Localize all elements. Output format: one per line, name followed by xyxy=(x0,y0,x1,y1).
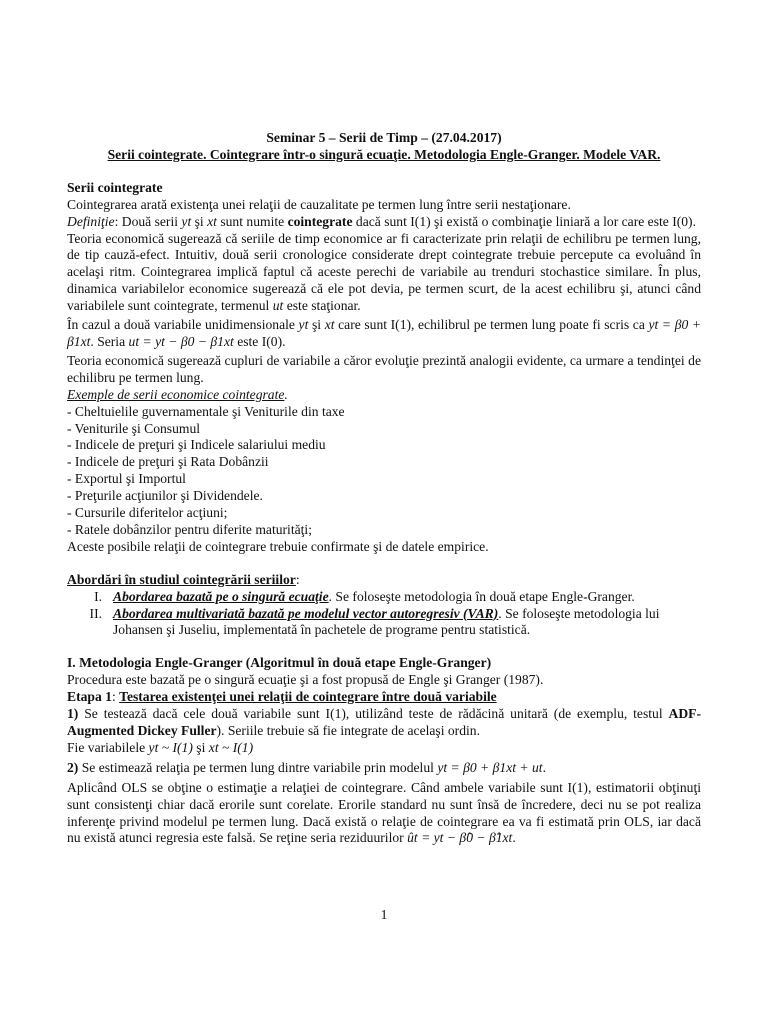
and-word: şi xyxy=(194,213,204,229)
pairs-paragraph: Teoria economică sugerează cupluri de variabile a căror evoluţie prezintă analogii evidente, ca urmare a tendinţei de echilibru pe termen lung. xyxy=(67,352,701,385)
examples-heading-text: Exemple de serii economice cointegrate xyxy=(67,386,285,402)
approach-title: Abordarea multivariată bazată pe modelul vector autoregresiv (VAR) xyxy=(113,605,499,621)
fie-label: Fie variabilele xyxy=(67,739,146,755)
long-term-model-equation: yt = β0 + β1xt + ut xyxy=(437,759,543,775)
etapa-label: Etapa 1 xyxy=(67,689,112,705)
definition-text-3: dacă sunt I(1) şi există o combinaţie liniară a lor care este I(0). xyxy=(355,213,696,229)
list-item: - Indicele de preţuri şi Indicele salariului mediu xyxy=(67,437,326,453)
step-1-end: ). Seriile trebuie să fie integrate de acelaşi ordin. xyxy=(216,723,480,738)
math-x-t: xt xyxy=(207,213,217,229)
step-2-number: 2) xyxy=(67,759,79,775)
unidim-text-1: În cazul a două variabile unidimensionale xyxy=(67,317,295,333)
cointegrate-intro: Cointegrarea arată existenţa unei relaţii de cauzalitate pe termen lung între serii nestaţionare. xyxy=(67,196,571,212)
equilibrium-equation: yt = β0 + β1xt xyxy=(67,317,702,349)
list-item: - Preţurile acţiunilor şi Dividendele. xyxy=(67,488,263,504)
approach-number: I. xyxy=(94,588,102,604)
theory-end: este staţionar. xyxy=(286,298,361,314)
approach-text: . Se foloseşte metodologia lui Johansen şi Juseliu, implementată în pachetele de programe pentru statistică. xyxy=(113,605,660,638)
definition-text-1: : Două serii xyxy=(114,213,179,229)
approach-text: . Se foloseşte metodologia în două etape Engle-Granger. xyxy=(328,588,635,604)
approaches-heading: Abordări în studiul cointegrării seriilor xyxy=(67,571,296,587)
step-2-text: Se estimează relaţia pe termen lung dintre variabile prin modelul xyxy=(81,759,434,775)
unidim-text-2: care sunt I(1), echilibrul pe termen lung poate fi scris ca xyxy=(338,317,645,333)
math-y-t-2: yt xyxy=(298,317,309,333)
examples-heading: Exemple de serii economice cointegrate. xyxy=(67,386,288,402)
list-item: - Cursurile diferitelor acţiuni; xyxy=(67,505,228,521)
cointegrate-keyword: cointegrate xyxy=(287,213,353,229)
math-x-t-2: xt xyxy=(324,317,335,333)
approach-item-1 xyxy=(67,589,701,606)
theory-text: Teoria economică sugerează că seriile de timp economice ar fi caracterizate prin relaţii de echilibru pe termen lung, de tip cauză-efect. Intuitiv, două serii cronologice considerate drept cointegrate trebuie percepute ca evoluând în acelaşi ritm. Cointegrarea implică faptul că aceste perechi de variabile au trenduri stochastice similare. În plus, dinamica variabilelor economice sugerează că ele pot devia, pe termen scurt, de la acest echilibru şi, atunci când variabilele sunt cointegrate, termenul xyxy=(67,230,701,314)
step-1-paragraph xyxy=(67,706,701,740)
and-word-3: şi xyxy=(196,739,206,755)
page-title: Seminar 5 – Serii de Timp – (27.04.2017) xyxy=(266,130,502,145)
step-1-text: Se testează dacă cele două variabile sunt I(1), utilizând teste de rădăcină unitară (de exemplu, testul xyxy=(84,706,663,722)
step-2-paragraph: 2) Se estimează relaţia pe termen lung dintre variabile prin modelul yt = β0 + β1xt + ut. xyxy=(67,759,546,775)
page-subtitle: Serii cointegrate. Cointegrare într-o singură ecuaţie. Metodologia Engle-Granger. Modele VAR. xyxy=(107,146,661,162)
list-item: - Exportul şi Importul xyxy=(67,471,186,487)
approach-number: II. xyxy=(89,605,102,621)
ols-text: Aplicând OLS se obţine o estimaţie a relaţiei de cointegrare. Când ambele variabile sunt I(1), estimatorii obţinuţi sunt consistenţi chiar dacă erorile sunt corelate. Erorile standard nu sunt însă de încredere, deci nu se pot realiza inferenţe privind modelul pe termen lung. Dacă există o relaţie de cointegrare ea va fi estimată prin OLS, iar dacă nu există atunci regresia este falsă. Se reţine seria reziduurilor xyxy=(67,779,701,846)
approach-body xyxy=(113,589,701,606)
definition-label: Definiţie xyxy=(67,213,115,229)
math-y-t: yt xyxy=(181,213,192,229)
etapa-1-heading: Etapa 1: Testarea existenţei unei relaţii de cointegrare între două variabile xyxy=(67,689,497,705)
approaches-heading-line: Abordări în studiul cointegrării seriilor: xyxy=(67,571,300,587)
unidim-text-3: . Seria xyxy=(90,333,126,349)
list-item: - Cheltuielile guvernamentale şi Veniturile din taxe xyxy=(67,403,345,419)
ols-paragraph: Aplicând OLS se obţine o estimaţie a relaţiei de cointegrare. Când ambele variabile sunt I(1), estimatorii obţinuţi sunt consistenţi chiar dacă erorile sunt corelate. Erorile standard nu sunt însă de încredere, deci nu se pot realiza inferenţe privind modelul pe termen lung. Dacă există o relaţie de cointegrare ea va fi estimată prin OLS, iar dacă nu există atunci regresia este falsă. Se reţine seria reziduurilor ût = yt − β̂0 − β̂1xt. xyxy=(67,779,701,846)
residual-series-equation: ut = yt − β0 − β1xt xyxy=(128,333,234,349)
page-number: 1 xyxy=(380,907,388,922)
engle-granger-intro: Procedura este bazată pe o singură ecuaţie şi a fost propusă de Engle şi Granger (1987). xyxy=(67,672,544,688)
and-word-2: şi xyxy=(311,317,322,333)
approach-body xyxy=(113,606,701,640)
y-integration-equation: yt ~ I(1) xyxy=(148,739,193,755)
adf-label: ADF- Augmented Dickey Fuller xyxy=(67,706,701,738)
definition-text-2: sunt numite xyxy=(220,213,285,229)
page-content xyxy=(67,130,701,847)
cointegrate-heading: Serii cointegrate xyxy=(67,179,163,195)
variables-line xyxy=(67,740,701,757)
math-u-t: ut xyxy=(272,298,284,314)
approach-title: Abordarea bazată pe o singură ecuaţie xyxy=(113,588,329,604)
list-item: - Ratele dobânzilor pentru diferite maturităţi; xyxy=(67,521,312,537)
list-item: - Veniturile şi Consumul xyxy=(67,420,201,436)
definition-paragraph xyxy=(67,214,701,231)
step-1-number: 1) xyxy=(67,706,79,722)
residuals-equation: ût = yt − β̂0 − β̂1xt xyxy=(407,830,513,846)
engle-granger-heading: I. Metodologia Engle-Granger (Algoritmul în două etape Engle-Granger) xyxy=(67,655,492,671)
examples-list xyxy=(67,404,701,539)
approach-item-2 xyxy=(67,606,701,640)
examples-conclusion: Aceste posibile relaţii de cointegrare trebuie confirmate şi de datele empirice. xyxy=(67,538,489,554)
theory-paragraph xyxy=(67,231,701,316)
list-item: - Indicele de preţuri şi Rata Dobânzii xyxy=(67,454,269,470)
x-integration-equation: xt ~ I(1) xyxy=(208,739,254,755)
unidimensional-paragraph xyxy=(67,317,701,351)
etapa-title: Testarea existenţei unei relaţii de cointegrare între două variabile xyxy=(119,689,497,705)
unidim-text-4: este I(0). xyxy=(237,333,286,349)
